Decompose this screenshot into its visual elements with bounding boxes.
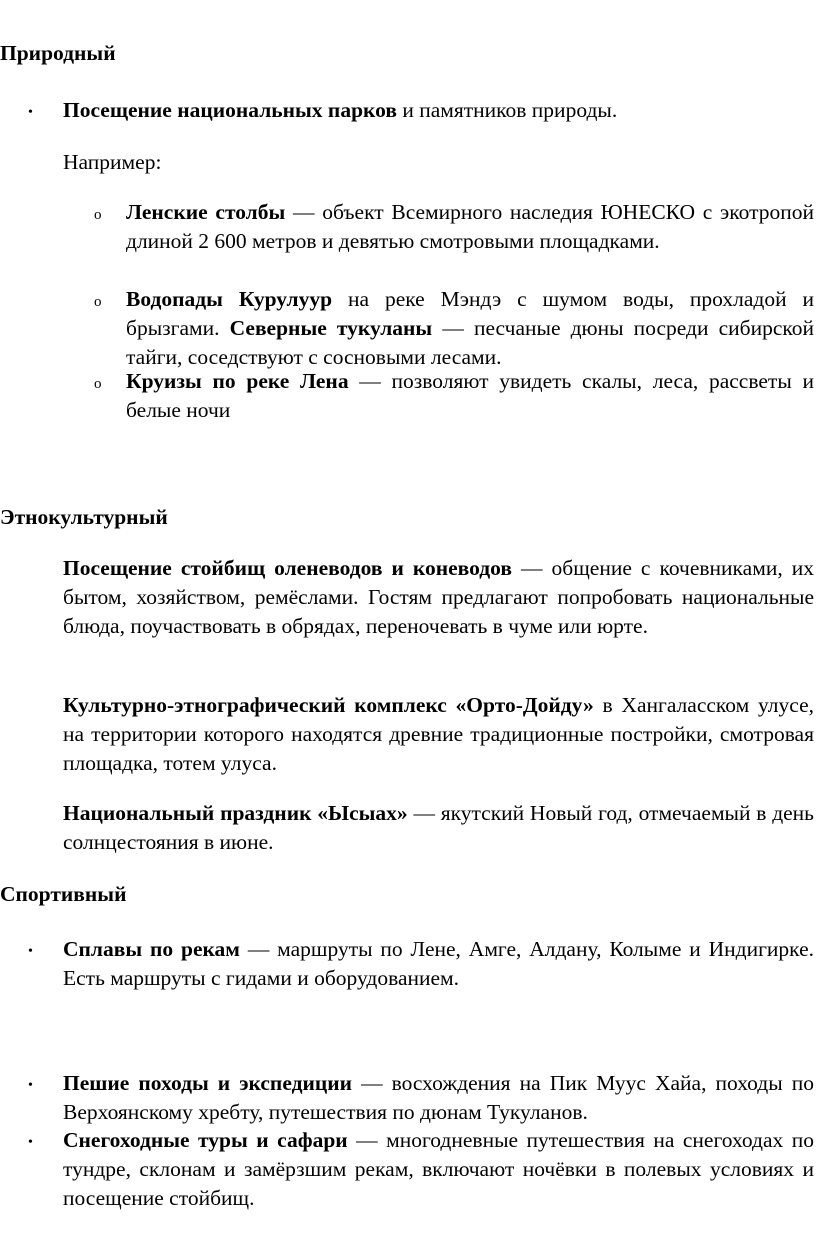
natural-item-1-bold: Ленские столбы [126,200,286,224]
natural-item-3 [126,367,814,425]
sport-item-3-bold: Снегоходные туры и сафари [63,1128,348,1152]
natural-item-1-rest: — объект Всемирного наследия ЮНЕСКО с экотропой длиной 2 600 метров и девятью смотровыми площадками. [126,200,814,253]
sport-item-1-bold: Сплавы по рекам [63,937,240,961]
ethno-paragraph-1-bold: Посещение стойбищ оленеводов и коневодов [63,556,512,580]
natural-item-3-rest: — позволяют увидеть скалы, леса, рассветы и белые ночи [126,369,814,422]
section-heading-natural: Природный [0,41,116,65]
natural-intro [63,96,814,125]
sport-item-1-rest: — маршруты по Лене, Амге, Алдану, Колыме и Индигирке. Есть маршруты с гидами и оборудованием. [63,937,814,990]
natural-item-2-rest: на реке Мэндэ с шумом воды, прохладой и брызгами. [126,287,815,340]
natural-intro-bold: Посещение национальных парков [63,98,397,122]
natural-item-2-bold2: Северные тукуланы [229,316,433,340]
bullet-marker: • [28,1078,33,1093]
example-label: Например: [63,150,162,174]
sport-item-1 [63,935,814,993]
sport-item-3 [63,1126,814,1213]
natural-item-2-rest2: — песчаные дюны посреди сибирской тайги, соседствуют с сосновыми лесами. [126,316,814,369]
ethno-paragraph-2-rest: в Хангаласском улусе, на территории которого находятся древние традиционные постройки, смотровая площадка, тотем улуса. [63,693,814,775]
natural-item-2 [126,285,814,372]
bullet-marker: • [28,105,33,120]
ethno-paragraph-2 [63,691,814,778]
natural-item-3-bold: Круизы по реке Лена [126,369,349,393]
section-heading-ethno: Этнокультурный [0,505,168,529]
circle-marker: o [94,376,102,392]
section-heading-sport: Спортивный [0,882,127,906]
ethno-paragraph-1-rest: — общение с кочевниками, их бытом, хозяйством, ремёслами. Гостям предлагают попробовать национальные блюда, поучаствовать в обрядах, переночевать в чуме или юрте. [63,556,814,638]
sport-item-3-rest: — многодневные путешествия на снегоходах по тундре, склонам и замёрзшим рекам, включают ночёвки в полевых условиях и посещение стойбищ. [63,1128,814,1210]
ethno-paragraph-2-bold: Культурно-этнографический комплекс «Орто-Дойду» [63,693,594,717]
bullet-marker: • [28,1135,33,1150]
natural-item-1 [126,198,814,256]
circle-marker: o [94,207,102,223]
circle-marker: o [94,294,102,310]
natural-item-2-bold: Водопады Курулуур [126,287,333,311]
ethno-paragraph-3 [63,799,814,857]
ethno-paragraph-1 [63,554,814,641]
bullet-marker: • [28,944,33,959]
ethno-paragraph-3-bold: Национальный праздник «Ысыах» [63,801,408,825]
sport-item-2-bold: Пешие походы и экспедиции [63,1071,353,1095]
natural-intro-rest: и памятников природы. [396,98,618,122]
sport-item-2-rest: — восхождения на Пик Муус Хайа, походы по Верхоянскому хребту, путешествия по дюнам Тукуланов. [63,1071,815,1124]
sport-item-2 [63,1069,814,1127]
ethno-paragraph-3-rest: — якутский Новый год, отмечаемый в день солнцестояния в июне. [63,801,814,854]
